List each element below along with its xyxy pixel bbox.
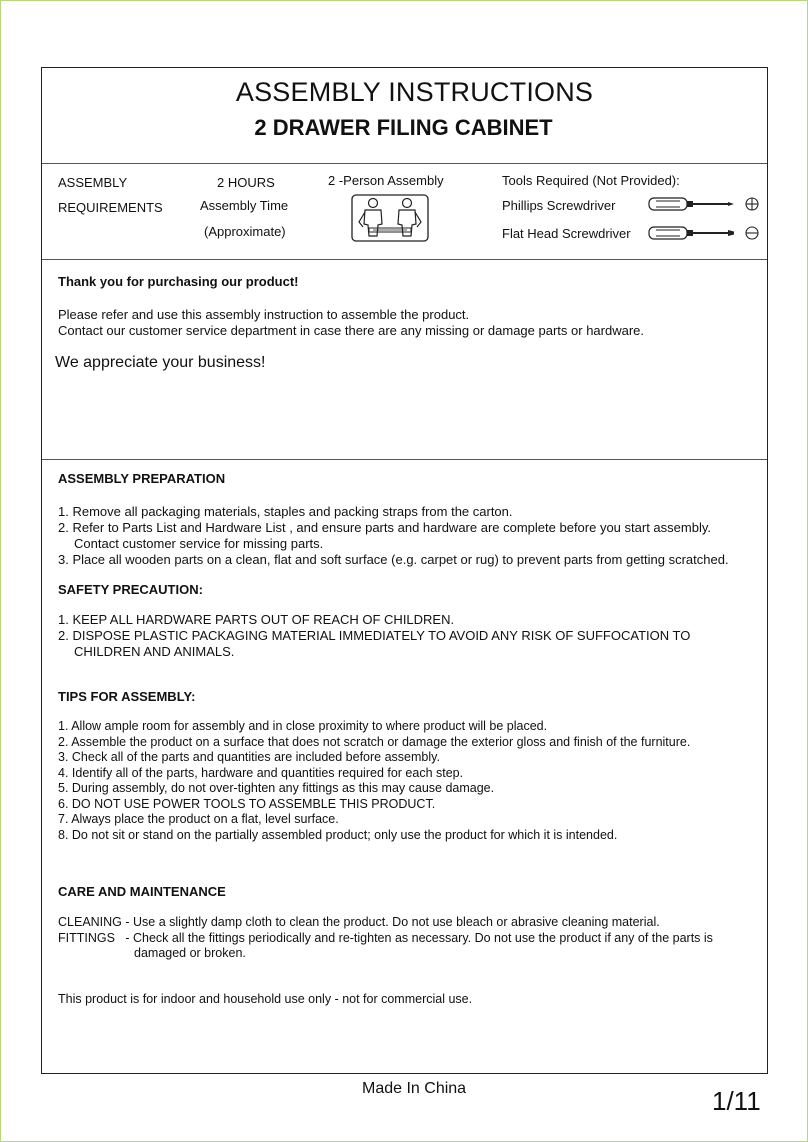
instruction-frame [41,67,768,1074]
thanks-line-1: Please refer and use this assembly instruction to assemble the product. [58,307,470,322]
list-item: 1. KEEP ALL HARDWARE PARTS OUT OF REACH OF CHILDREN. [58,612,455,627]
list-item: 1. Remove all packaging materials, staples and packing straps from the carton. [58,504,513,519]
page-number: 1/11 [712,1086,761,1116]
page-title: ASSEMBLY INSTRUCTIONS [235,77,594,107]
list-item: 3. Place all wooden parts on a clean, flat and soft surface (e.g. carpet or rug) to prevent parts from getting scratched. [58,552,729,567]
care-heading: CARE AND MAINTENANCE [58,884,226,899]
care-fittings-continued: damaged or broken. [134,946,246,960]
requirements-label-1: ASSEMBLY [58,175,128,190]
indoor-use-note: This product is for indoor and household use only - not for commercial use. [58,992,473,1006]
tips-heading: TIPS FOR ASSEMBLY: [58,689,196,704]
list-item: Contact customer service for missing parts. [74,536,324,551]
assembly-hours: 2 HOURS [217,175,275,190]
divider-header [42,163,767,164]
list-item: 7. Always place the product on a flat, level surface. [58,812,339,826]
plus-icon [745,197,759,211]
list-item: 6. DO NOT USE POWER TOOLS TO ASSEMBLE THIS PRODUCT. [58,796,436,811]
list-item: 4. Identify all of the parts, hardware and quantities required for each step. [58,765,464,780]
person-count: 2 -Person Assembly [328,173,444,188]
tool-phillips-label: Phillips Screwdriver [502,198,616,213]
care-cleaning: CLEANING - Use a slightly damp cloth to clean the product. Do not use bleach or abrasive cleaning material. [58,915,660,929]
list-item: CHILDREN AND ANIMALS. [74,644,235,659]
safety-heading: SAFETY PRECAUTION: [58,582,203,597]
tool-flathead-label: Flat Head Screwdriver [502,226,631,241]
divider-requirements [42,259,767,260]
assembly-time-label: Assembly Time [200,198,289,213]
made-in-label: Made In China [362,1080,467,1097]
tools-heading: Tools Required (Not Provided): [502,173,680,188]
care-fittings: FITTINGS - Check all the fittings periodically and re-tighten as necessary. Do not use the product if any of the parts is [58,931,713,945]
phillips-screwdriver-icon [648,196,736,212]
requirements-label-2: REQUIREMENTS [58,200,163,215]
two-person-icon [351,194,429,242]
flathead-screwdriver-icon [648,225,736,241]
list-item: 3. Check all of the parts and quantities are included before assembly. [58,750,440,764]
minus-icon [745,226,759,240]
thanks-heading: Thank you for purchasing our product! [58,274,299,289]
list-item: 1. Allow ample room for assembly and in close proximity to where product will be placed. [58,719,548,733]
list-item: 2. Refer to Parts List and Hardware List , and ensure parts and hardware are complete before you start assembly. [58,520,711,535]
safety-list [58,612,690,660]
tips-list [58,719,690,843]
thanks-line-2: Contact our customer service department in case there are any missing or damage parts or hardware. [58,323,644,338]
list-item: 5. During assembly, do not over-tighten any fittings as this may cause damage. [58,781,495,795]
list-item: 2. Assemble the product on a surface that does not scratch or damage the exterior gloss and finish of the furniture. [58,734,691,749]
preparation-heading: ASSEMBLY PREPARATION [58,471,226,486]
assembly-time-note: (Approximate) [204,224,286,239]
list-item: 2. DISPOSE PLASTIC PACKAGING MATERIAL IMMEDIATELY TO AVOID ANY RISK OF SUFFOCATION TO [58,628,691,643]
preparation-list [58,504,729,568]
divider-thanks [42,459,767,460]
product-title: 2 DRAWER FILING CABINET [254,115,553,140]
appreciation-text: We appreciate your business! [55,354,266,371]
list-item: 8. Do not sit or stand on the partially assembled product; only use the product for which it is intended. [58,827,618,842]
